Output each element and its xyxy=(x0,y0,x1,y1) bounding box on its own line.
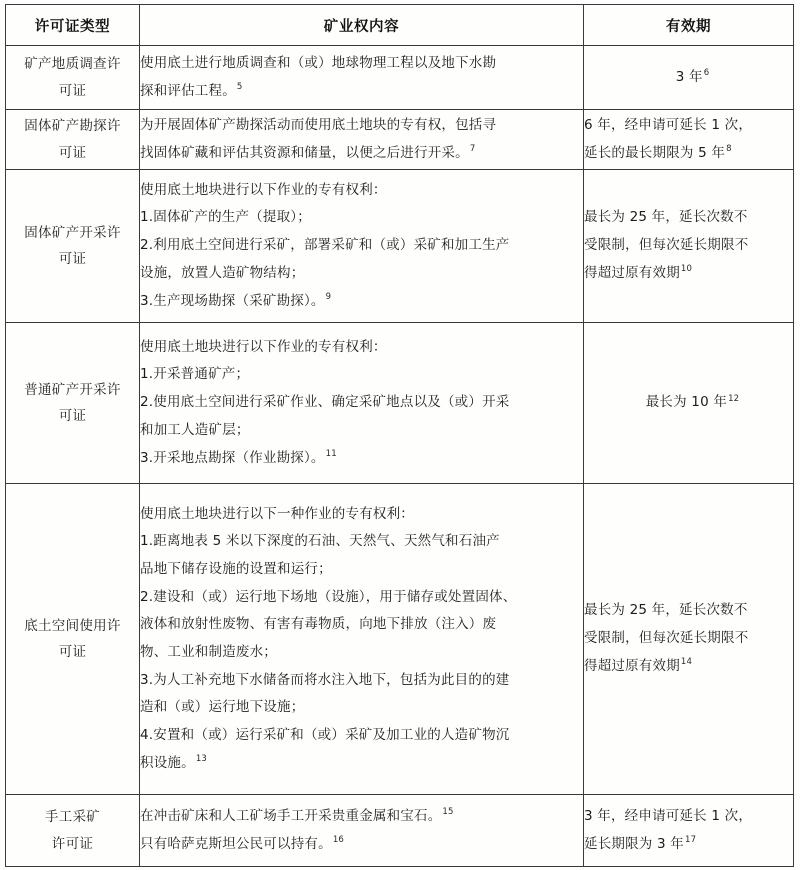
footnote-marker: 6 xyxy=(703,68,710,79)
footnote-marker: 16 xyxy=(332,835,345,845)
content-line xyxy=(140,445,583,473)
content-line-text: 物、工业和制造废水； xyxy=(140,644,277,660)
content-line xyxy=(140,694,583,722)
validity-period-cell xyxy=(584,170,794,323)
content-line xyxy=(140,611,583,639)
content-line xyxy=(140,803,583,831)
license-type-line: 固体矿产勘探许 xyxy=(24,118,121,135)
license-type-line: 可证 xyxy=(58,251,87,267)
content-line-text: 3.生产现场勘探（采矿勘探）。 xyxy=(140,292,325,309)
table-row xyxy=(6,110,794,170)
content-line xyxy=(140,556,583,584)
content-line-text: 4.安置和（或）运行采矿和（或）采矿及加工业的人造矿物沉 xyxy=(140,727,510,744)
term-line-text: 延长的最长期限为 5 年 xyxy=(584,144,726,161)
content-line-text: 1.距离地表 5 米以下深度的石油、天然气、天然气和石油产 xyxy=(140,533,500,550)
license-type-line: 普通矿产开采许 xyxy=(24,381,121,398)
content-line-text: 找固体矿藏和评估其资源和储量，以便之后进行开采。 xyxy=(140,144,469,161)
license-type-line: 可证 xyxy=(58,144,87,161)
term-line xyxy=(584,112,793,140)
term-line-text: 受限制，但每次延长期限不 xyxy=(584,630,749,647)
content-line-text: 积设施。 xyxy=(140,754,195,771)
content-line xyxy=(140,528,583,556)
column-header-license-type: 许可证类型 xyxy=(6,5,140,46)
content-line-text: 使用底土地块进行以下一种作业的专有权利： xyxy=(140,505,414,522)
content-line-text: 为开展固体矿产勘探活动而使用底土地块的专有权，包括寻 xyxy=(140,116,497,133)
content-line xyxy=(140,288,583,316)
term-line xyxy=(584,260,793,288)
content-line xyxy=(140,501,583,529)
license-type-cell xyxy=(6,323,140,484)
content-line-text: 使用底土地块进行以下作业的专有权利： xyxy=(140,338,387,355)
term-line xyxy=(584,625,793,653)
content-line-text: 探和评估工程。 xyxy=(140,82,236,99)
content-line xyxy=(140,361,583,389)
footnote-marker: 12 xyxy=(728,393,740,404)
table-body xyxy=(6,46,794,867)
validity-period-cell xyxy=(584,46,794,110)
content-line xyxy=(140,750,583,778)
license-type-line: 许可证 xyxy=(51,835,94,852)
term-line-text: 延长期限为 3 年 xyxy=(584,835,684,852)
content-line xyxy=(140,831,583,859)
content-line-text: 只有哈萨克斯坦公民可以持有。 xyxy=(140,835,332,852)
content-line xyxy=(140,140,583,168)
mining-right-content-cell xyxy=(140,795,584,867)
content-line-text: 使用底土地块进行以下作业的专有权利： xyxy=(140,181,387,198)
term-line-text: 最长为 25 年，延长次数不 xyxy=(584,209,748,226)
license-type-line: 矿产地质调查许 xyxy=(24,56,121,73)
mining-right-content-cell xyxy=(140,46,584,110)
license-type-cell xyxy=(6,170,140,323)
content-line xyxy=(140,639,583,667)
license-type-cell xyxy=(6,110,140,170)
license-type-cell xyxy=(6,484,140,795)
term-line xyxy=(592,64,793,92)
validity-period-cell xyxy=(584,323,794,484)
term-line xyxy=(584,831,793,859)
term-line xyxy=(584,140,793,168)
table-row xyxy=(6,170,794,323)
document-page xyxy=(0,4,800,870)
content-line xyxy=(140,334,583,362)
content-line xyxy=(140,78,583,106)
content-line xyxy=(140,204,583,232)
content-line-text: 2.建设和（或）运行地下场地（设施），用于储存或处置固体、 xyxy=(140,588,517,605)
footnote-marker: 10 xyxy=(680,264,693,275)
content-line-text: 2.使用底土空间进行采矿作业、确定采矿地点以及（或）开采 xyxy=(140,394,510,411)
content-line-text: 和加工人造矿层； xyxy=(140,421,250,438)
column-header-validity-period: 有效期 xyxy=(584,5,794,46)
content-line xyxy=(140,232,583,260)
term-line xyxy=(584,653,793,681)
mining-right-content-cell xyxy=(140,484,584,795)
content-line-text: 3.开采地点勘探（作业勘探）。 xyxy=(140,449,325,466)
content-line-text: 在冲击矿床和人工矿场手工开采贵重金属和宝石。 xyxy=(140,807,442,824)
license-type-line: 可证 xyxy=(58,408,87,424)
footnote-marker: 11 xyxy=(325,449,337,459)
footnote-marker: 13 xyxy=(195,754,208,765)
content-line-text: 品地下储存设施的设置和运行； xyxy=(140,560,332,577)
footnote-marker: 17 xyxy=(684,835,697,845)
validity-period-cell xyxy=(584,484,794,795)
footnote-marker: 5 xyxy=(236,82,243,92)
term-line-text: 6 年，经申请可延长 1 次， xyxy=(584,116,753,133)
table-row xyxy=(6,795,794,867)
content-line-text: 造和（或）运行地下设施； xyxy=(140,699,305,716)
content-line-text: 3.为人工补充地下水储备而将水注入地下，包括为此目的的建 xyxy=(140,671,510,688)
content-line xyxy=(140,177,583,205)
content-line xyxy=(140,584,583,612)
term-line xyxy=(584,597,793,625)
validity-period-cell xyxy=(584,795,794,867)
mining-right-content-cell xyxy=(140,323,584,484)
mining-right-content-cell xyxy=(140,170,584,323)
term-line-text: 得超过原有效期 xyxy=(584,264,680,281)
license-type-line: 固体矿产开采许 xyxy=(24,224,121,241)
content-line xyxy=(140,389,583,417)
footnote-marker: 15 xyxy=(442,807,454,818)
table-row xyxy=(6,46,794,110)
term-line-text: 3 年，经申请可延长 1 次， xyxy=(584,807,753,824)
footnote-marker: 7 xyxy=(469,144,476,154)
license-type-line: 可证 xyxy=(58,82,87,99)
footnote-marker: 14 xyxy=(680,657,693,668)
content-line xyxy=(140,112,583,140)
term-line-text: 得超过原有效期 xyxy=(584,657,680,674)
term-line xyxy=(584,803,793,831)
footnote-marker: 9 xyxy=(325,292,332,302)
table-header xyxy=(6,5,794,46)
license-type-line: 手工采矿 xyxy=(44,809,101,826)
content-line-text: 设施，放置人造矿物结构； xyxy=(140,264,305,281)
term-line xyxy=(584,204,793,232)
mining-license-table xyxy=(5,4,794,867)
license-type-cell xyxy=(6,46,140,110)
content-line-text: 使用底土进行地质调查和（或）地球物理工程以及地下水勘 xyxy=(140,54,497,71)
content-line-text: 2.利用底土空间进行采矿，部署采矿和（或）采矿和加工生产 xyxy=(140,237,510,254)
content-line xyxy=(140,667,583,695)
mining-right-content-cell xyxy=(140,110,584,170)
content-line xyxy=(140,417,583,445)
table-header-row xyxy=(6,5,794,46)
content-line xyxy=(140,260,583,288)
term-line-text: 最长为 10 年 xyxy=(645,394,728,411)
license-type-line: 底土空间使用许 xyxy=(24,617,121,634)
content-line-text: 1.固体矿产的生产（提取）； xyxy=(140,209,311,226)
table-row xyxy=(6,484,794,795)
content-line-text: 1.开采普通矿产； xyxy=(140,366,250,383)
content-line xyxy=(140,50,583,78)
license-type-cell xyxy=(6,795,140,867)
content-line xyxy=(140,722,583,750)
term-line-text: 最长为 25 年，延长次数不 xyxy=(584,602,748,619)
footnote-marker: 8 xyxy=(726,144,732,154)
content-line-text: 液体和放射性废物、有害有毒物质，向地下排放（注入）废 xyxy=(140,616,497,633)
validity-period-cell xyxy=(584,110,794,170)
column-header-mining-right-content: 矿业权内容 xyxy=(140,5,584,46)
term-line xyxy=(584,232,793,260)
license-type-line: 可证 xyxy=(58,644,87,660)
term-line-text: 3 年 xyxy=(675,68,703,85)
term-line xyxy=(592,389,793,417)
table-row xyxy=(6,323,794,484)
term-line-text: 受限制，但每次延长期限不 xyxy=(584,237,749,254)
